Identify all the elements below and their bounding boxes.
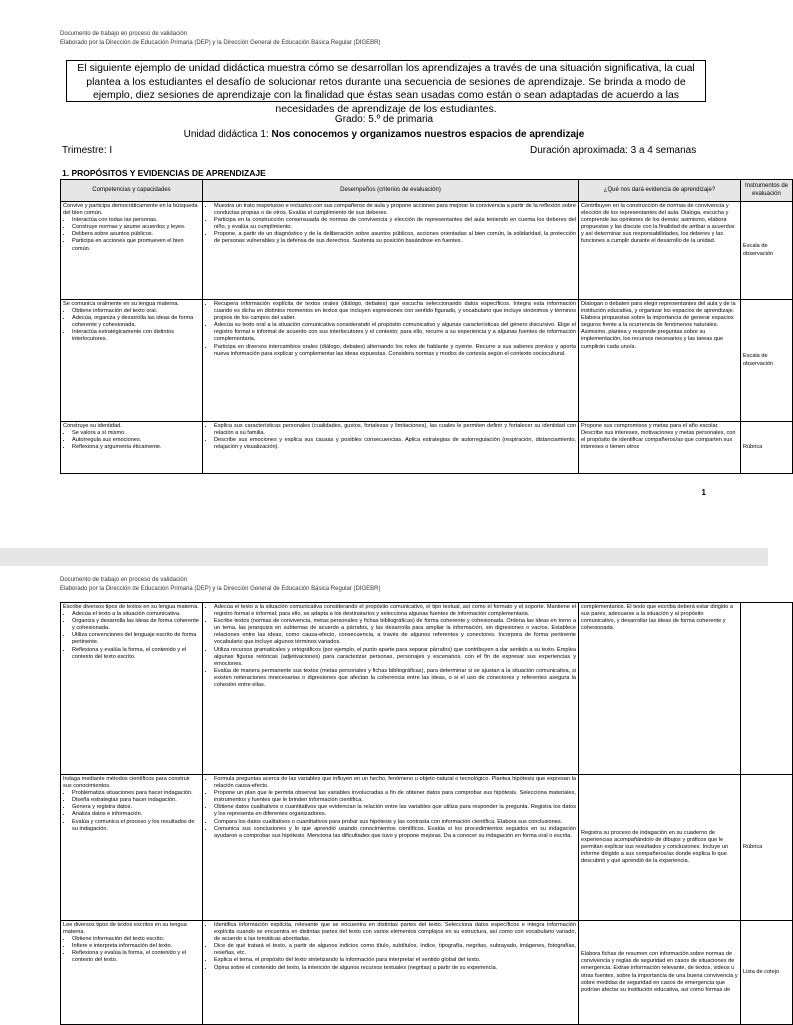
performance-item: • Formula preguntas acerca de las variables que influyen en un hecho, fenómeno u objeto natural o tecnológico. Plantea hipótesis que expresan la relación causa-efecto. [214,776,576,790]
evidence-text: Elabora fichas de resumen con información sobre normas de convivencia y reglas de seguridad en casos de situaciones de emergencia. Extrae información relevante, de textos, videos u otras fuentes, sobre la importancia de una buena convivencia y sobre medidas de seguridad en casos de emergencia que podrían afectar su institución educativa, así como formas de [581,951,738,993]
evidence-text: Propone sus compromisos y metas para el año escolar. Describe sus intereses, motivaciones y metas personales, con el propósito de identificar compañeros/as que comparten sus intereses o tienen otros [581,423,736,451]
capacity-item: • Evalúa y comunica el proceso y los resultados de su indagación. [72,819,200,833]
capacity-list [63,936,200,964]
capacity-item: • Genera y registra datos. [72,804,200,811]
purposes-table-continued [60,602,793,1025]
capacity-list [63,790,200,833]
page-gap [0,548,768,566]
table-header-row [61,180,793,202]
unit-heading [0,129,768,140]
grade-label: Grado: 5.º de primaria [334,114,434,125]
competence-title: Construye su identidad. [63,423,122,429]
section-title: 1. PROPÓSITOS Y EVIDENCIAS DE APRENDIZAJE [62,168,266,178]
page-number: 1 [701,488,706,497]
performance-cell [203,202,579,300]
performance-item: • Identifica información explícita, relevante que se encuentra en distintas partes del texto. Selecciona datos específicos e integra información explícita cuando se encuentra en distintas partes del texto con varios elementos complejos en su estructura, así como con vocabulario variado, de acuerdo a las temáticas abordadas. [214,922,576,943]
capacity-item: • Analiza datos e información. [72,811,200,818]
performance-cell [203,300,579,422]
capacity-item: • Infiere e interpreta información del texto. [72,943,200,950]
performance-item: • Explica sus características personales (cualidades, gustos, fortalezas y limitaciones), las cuales le permiten definir y fortalecer su identidad con relación a su familia. [214,423,576,437]
unit-prefix: Unidad didáctica 1: [183,129,272,140]
evidence-cell [579,202,741,300]
competence-cell [61,202,203,300]
capacity-item: • Problematiza situaciones para hacer indagación. [72,790,200,797]
evidence-cell [579,775,741,921]
instrument-cell [741,422,793,474]
header-line-2: Elaborado por la Dirección de Educación Primaria (DEP) y la Dirección General de Educación Básica Regular (DIGEBR) [60,586,381,592]
performance-item: • Participa en la construcción consensuada de normas de convivencia y elección de representantes del aula teniendo en cuenta los deberes del niño, y evalúa su cumplimiento. [214,217,576,231]
performance-cell [203,603,579,775]
evidence-text: Registra su proceso de indagación en su cuaderno de experiencias acompañándolo de dibujos y gráficos que le permitan explicar sus resultados y conclusiones. Incluye un informe dirigido a sus compañeros/as donde explica lo que descubrió y qué aprendió de la experiencia. [581,829,729,865]
performance-list [205,203,576,246]
instrument-text: Rúbrica [743,843,763,850]
table-row [61,422,793,474]
performance-item: • Utiliza recursos gramaticales y ortográficos (por ejemplo, el punto aparte para separar párrafos) que contribuyen a dar sentido a su texto. Emplea algunas figuras retóricas (adjetivaciones) para caracterizar personas, personajes y escenarios, con el fin de expresar sus experiencias y emociones. [214,647,576,668]
capacity-item: • Se valora a sí mismo. [72,430,200,437]
competence-title: Indaga mediante métodos científicos para construir sus conocimientos. [63,776,190,790]
capacity-item: • Diseña estrategias para hacer indagación. [72,797,200,804]
purposes-table [60,179,793,474]
instrument-cell [741,603,793,775]
instrument-text: Lista de cotejo [743,968,780,975]
header-line-1: Documento de trabajo en proceso de validación [60,577,188,583]
capacity-item: • Obtiene información del texto oral. [72,308,200,315]
header-instruments: Instrumentos de evaluación [741,180,793,202]
performance-item: • Propone un plan que le permita observar las variables involucradas a fin de obtener datos para comprobar sus hipótesis. Selecciona materiales, instrumentos y fuentes que le brinden información científica. [214,790,576,804]
performance-item: • Escribe textos (normas de convivencia, metas personales y fichas bibliográficas) de forma coherente y cohesionada. Ordena las ideas en torno a un tema, las jerarquiza en subtemas de acuerdo a párrafos, y las desarrolla para ampliar la información, sin digresiones o vacíos. Establece relaciones entre las ideas, como causa-efecto, consecuencia, a través de algunos referentes y conectores. Incorpora de forma pertinente vocabulario que incluye algunos términos variados. [214,618,576,646]
instrument-cell [741,775,793,921]
competence-title: Se comunica oralmente en su lengua materna. [63,301,179,307]
capacity-item: • Interactúa con todas las personas. [72,217,200,224]
performance-item: • Obtiene datos cualitativos o cuantitativos que evidencian la relación entre las variables que utiliza para responder la pregunta. Registra los datos y los representa en diferentes organizadores. [214,804,576,818]
performance-item: • Describe sus emociones y explica sus causas y posibles consecuencias. Aplica estrategias de autorregulación (respiración, distanciamiento, relajación y visualización). [214,437,576,451]
table-row [61,202,793,300]
instrument-cell [741,300,793,422]
competence-cell [61,300,203,422]
evidence-cell [579,921,741,1025]
competence-title: Convive y participa democráticamente en la búsqueda del bien común. [63,203,198,217]
instrument-text: Escala de observación [743,353,774,367]
performance-item: • Opina sobre el contenido del texto, la intención de algunos recursos textuales (negritas) a partir de su experiencia. [214,965,576,972]
instrument-cell [741,202,793,300]
performance-item: • Dice de qué tratará el texto, a partir de algunos indicios como título, subtítulos, índice, tipografía, negritas, subrayado, imágenes, fotografías, reseñas, etc. [214,943,576,957]
instrument-text: Escala de observación [743,243,774,257]
instrument-cell [741,921,793,1025]
capacity-item: • Construye normas y asume acuerdos y leyes. [72,224,200,231]
performance-item: • Compara los datos cualitativos o cuantitativos para probar sus hipótesis y las contrasta con información científica. Elabora sus conclusiones. [214,819,576,826]
evidence-cell [579,603,741,775]
capacity-item: • Participa en acciones que promueven el bien común. [72,238,200,252]
performance-list [205,301,576,358]
evidence-text: complementarios. El texto que escriba deberá estar dirigido a sus pares, adecuarse a la situación y al propósito comunicativo, y desarrollar las ideas de forma coherente y cohesionada. [581,604,734,632]
table-row [61,603,793,775]
capacity-item: • Reflexiona y evalúa la forma, el contenido y el contexto del texto escrito. [72,647,200,661]
competence-title: Lee diversos tipos de textos escritos en su lengua materna. [63,922,187,936]
competence-title: Escribe diversos tipos de textos en su lengua materna. [63,604,199,610]
trimester-label: Trimestre: I [62,145,113,156]
table-row [61,921,793,1025]
performance-item: • Recupera información explícita de textos orales (diálogo, debates) que escucha seleccionando datos específicos. Integra esta información cuando es dicha en distintos momentos en textos que incluyen expresiones con sentido figurado, y vocabulario que incluye sinónimos y términos propios de los campos del saber. [214,301,576,322]
header-line-2: Elaborado por la Dirección de Educación Primaria (DEP) y la Dirección General de Educación Básica Regular (DIGEBR) [60,40,381,46]
table-row [61,775,793,921]
evidence-text: Dialogan o debaten para elegir representantes del aula y de la institución educativa, y organizar los espacios de aprendizaje. Elabora propuestas sobre la importancia de generar espacios seguros frente a la ocurrencia de fenómenos naturales. Asimismo, plantea y responde preguntas sobre su implementación, los recursos necesarios y las tareas que cumplirán cada uno/a. [581,301,736,350]
header-evidence: ¿Qué nos dará evidencia de aprendizaje? [579,180,741,202]
performance-cell [203,921,579,1025]
capacity-item: • Autorregula sus emociones. [72,437,200,444]
capacity-item: • Adecúa el texto a la situación comunicativa. [72,611,200,618]
performance-item: • Muestra un trato respetuoso e inclusivo con sus compañeros de aula y propone acciones para mejorar la convivencia a partir de la reflexión sobre conductas propias o de otros. Evalúa el cumplimiento de sus deberes. [214,203,576,217]
competence-cell [61,422,203,474]
performance-list [205,604,576,689]
performance-cell [203,775,579,921]
document-page-2 [0,566,780,1024]
performance-item: • Adecúa el texto a la situación comunicativa considerando el propósito comunicativo, el tipo textual, así como el formato y el soporte. Mantiene el registro formal e informal; para ello, se adapta a los destinatarios y selecciona algunas fuentes de información complementaria. [214,604,576,618]
evidence-cell [579,422,741,474]
capacity-item: • Reflexiona y argumenta éticamente. [72,444,200,451]
capacity-list [63,430,200,451]
capacity-list [63,308,200,343]
capacity-item: • Utiliza convenciones del lenguaje escrito de forma pertinente. [72,632,200,646]
header-line-1: Documento de trabajo en proceso de validación [60,31,188,37]
capacity-item: • Obtiene información del texto escrito. [72,936,200,943]
performance-item: • Adecúa su texto oral a la situación comunicativa considerando el propósito comunicativo y algunas características del género discursivo. Elige el registro formal e informal de acuerdo con sus interlocutores y el contexto; para ello, recurre a su experiencia y a algunas fuentes de información complementaria. [214,322,576,343]
competence-cell [61,775,203,921]
evidence-text: Contribuyen en la construcción de normas de convivencia y elección de los representantes del aula. Dialoga, escucha y comprende las opiniones de los demás; asimismo, elabora propuestas y las discute con la finalidad de arribar a acuerdos y así determinar sus responsabilidades, los deberes y las funciones a cumplir durante el desarrollo de la unidad. [581,203,735,245]
capacity-item: • Adecúa, organiza y desarrolla las ideas de forma coherente y cohesionada. [72,315,200,329]
header-competencies: Competencias y capacidades [61,180,203,202]
capacity-item: • Interactúa estratégicamente con distintos interlocutores. [72,329,200,343]
duration [530,145,696,156]
capacity-list [63,217,200,252]
performance-item: • Propone, a partir de un diagnóstico y de la deliberación sobre asuntos públicos, acciones orientadas al bien común, la solidaridad, la protección de personas vulnerables y la defensa de sus derechos. Sustenta su posición basándose en fuentes. [214,231,576,245]
performance-cell [203,422,579,474]
performance-item: • Comunica sus conclusiones y lo que aprendió usando conocimientos científicos. Evalúa si los procedimientos seguidos en su indagación ayudaron a comprobar sus hipótesis. Menciona las dificultades que tuvo y propone mejoras. Da a conocer su indagación en forma oral o escrita. [214,826,576,840]
capacity-item: • Organiza y desarrolla las ideas de forma coherente y cohesionada. [72,618,200,632]
instrument-text: Rúbrica [743,443,763,450]
intro-box: El siguiente ejemplo de unidad didáctica muestra cómo se desarrollan los aprendizajes a través de una situación significativa, la cual plantea a los estudiantes el desafío de solucionar retos durante una secuencia de sesiones de aprendizaje. Se brinda a modo de ejemplo, diez sesiones de aprendizaje con la finalidad que éstas sean usadas como están o sean adaptadas de acuerdo a las necesidades de aprendizaje de los estudiantes. [66,60,706,102]
performance-list [205,922,576,972]
duration-value: 3 a 4 semanas [630,145,697,156]
capacity-item: • Delibera sobre asuntos públicos. [72,231,200,238]
performance-list [205,423,576,451]
performance-item: • Evalúa de manera permanente sus textos (metas personales y fichas bibliográficas), para determinar si se ajustan a la situación comunicativa, si existen reiteraciones innecesarias o digresiones que afectan la coherencia entre las ideas, o si el uso de conectores y referentes asegura la cohesión entre ellas. [214,668,576,689]
competence-cell [61,921,203,1025]
performance-item: • Explica el tema, el propósito del texto sintetizando la información para interpretar el sentido global del texto. [214,957,576,964]
performance-list [205,776,576,840]
capacity-list [63,611,200,661]
capacity-item: • Reflexiona y evalúa la forma, el contenido y el contexto del texto. [72,950,200,964]
header-performances: Desempeños (criterios de evaluación) [203,180,579,202]
unit-title: Nos conocemos y organizamos nuestros espacios de aprendizaje [271,129,585,140]
table-row [61,300,793,422]
competence-cell [61,603,203,775]
duration-label: Duración aproximada: [530,145,628,156]
performance-item: • Participa en diversos intercambios orales (diálogo, debates) alternando los roles de hablante y oyente. Recurre a sus saberes previos y aporta nueva información para explicar y complementar las ideas expuestas. Considera normas y modos de cortesía según el contexto sociocultural. [214,344,576,358]
evidence-cell [579,300,741,422]
